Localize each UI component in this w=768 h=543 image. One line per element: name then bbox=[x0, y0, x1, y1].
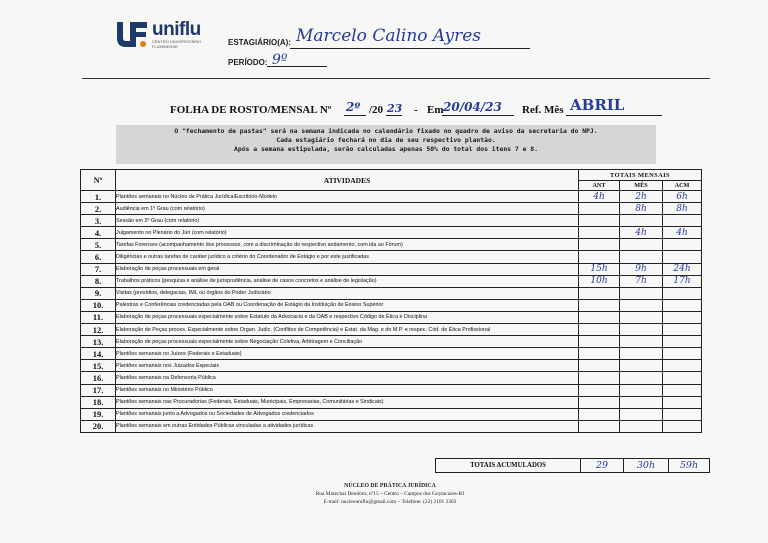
totals-ant: 29 bbox=[581, 459, 624, 473]
row-acm: 24h bbox=[663, 263, 702, 275]
row-ant bbox=[579, 203, 620, 215]
row-number: 6. bbox=[81, 251, 116, 263]
totals-acm: 59h bbox=[669, 459, 710, 473]
row-ant bbox=[579, 251, 620, 263]
totals-label: TOTAIS ACUMULADOS bbox=[436, 459, 581, 473]
table-row bbox=[81, 348, 702, 360]
notice-line: Após a semana estipulada, serão calculadas apenas 50% do total dos itens 7 e 8. bbox=[234, 145, 538, 153]
title-dash: - bbox=[414, 104, 418, 116]
row-number: 5. bbox=[81, 239, 116, 251]
title-year-underline bbox=[386, 115, 402, 116]
title-year-prefix: /20 bbox=[369, 104, 384, 116]
table-row bbox=[81, 215, 702, 227]
table-row bbox=[81, 408, 702, 420]
row-activity: Plantões semanais nas Procuradorias (Federais, Estaduais, Municipais, Empresarias, Comunitárias e Sindicais) bbox=[116, 396, 579, 408]
row-mes: 4h bbox=[620, 227, 663, 239]
table-row bbox=[81, 324, 702, 336]
row-number: 17. bbox=[81, 384, 116, 396]
table-row bbox=[81, 420, 702, 432]
row-acm bbox=[663, 287, 702, 299]
row-ant bbox=[579, 360, 620, 372]
row-activity: Elaboração de peças processuais especialmente sobre Estatuto da Advocacia e da OAB e respectivo Código de Ética e Disciplina bbox=[116, 311, 579, 323]
row-acm: 6h bbox=[663, 191, 702, 203]
row-acm bbox=[663, 408, 702, 420]
row-mes bbox=[620, 348, 663, 360]
title-month-underline bbox=[566, 115, 662, 116]
row-acm bbox=[663, 324, 702, 336]
title-date: 20/04/23 bbox=[443, 100, 502, 114]
row-activity: Plantões semanais na Defensoria Pública bbox=[116, 372, 579, 384]
table-row bbox=[81, 287, 702, 299]
row-number: 7. bbox=[81, 263, 116, 275]
table-row bbox=[81, 263, 702, 275]
notice-line: O "fechamento de pastas" será na semana indicada no calendário fixado no quadro de aviso da secretaria do NPJ. bbox=[174, 127, 598, 135]
row-activity: Plantões semanais nos Juizados Especiais bbox=[116, 360, 579, 372]
title-number-underline bbox=[344, 115, 366, 116]
uniflu-logo-icon bbox=[114, 20, 148, 50]
row-ant bbox=[579, 396, 620, 408]
row-acm bbox=[663, 348, 702, 360]
col-number-header: Nº bbox=[81, 170, 116, 191]
row-acm bbox=[663, 215, 702, 227]
col-mes-header: MÊS bbox=[620, 181, 663, 191]
row-mes: 2h bbox=[620, 191, 663, 203]
title-number: 2º bbox=[346, 100, 361, 114]
table-row bbox=[81, 251, 702, 263]
row-activity: Julgamento no Plenário do Júri (com relatório) bbox=[116, 227, 579, 239]
row-mes bbox=[620, 215, 663, 227]
row-mes bbox=[620, 251, 663, 263]
col-totals-header: TOTAIS MENSAIS bbox=[579, 170, 702, 181]
row-activity: Visitas (presídios, delegacias, IML ou órgãos do Poder Judiciário bbox=[116, 287, 579, 299]
col-ant-header: ANT bbox=[579, 181, 620, 191]
row-number: 12. bbox=[81, 324, 116, 336]
row-number: 18. bbox=[81, 396, 116, 408]
row-acm: 4h bbox=[663, 227, 702, 239]
row-activity: Trabalhos práticos (pesquisa e análise de jurisprudência, análise de casos concretos e análise de legislação) bbox=[116, 275, 579, 287]
row-activity: Audiência em 1º Grau (com relatório) bbox=[116, 203, 579, 215]
footer-heading: NÚCLEO DE PRÁTICA JURÍDICA bbox=[344, 483, 436, 489]
title-em-label: Em bbox=[427, 104, 444, 116]
row-number: 1. bbox=[81, 191, 116, 203]
footer bbox=[290, 482, 490, 506]
notice-box bbox=[116, 125, 656, 164]
row-acm bbox=[663, 396, 702, 408]
estagiario-label: ESTAGIÁRIO(A): bbox=[228, 38, 291, 47]
row-acm bbox=[663, 251, 702, 263]
activities-table bbox=[80, 169, 702, 433]
row-number: 2. bbox=[81, 203, 116, 215]
row-activity: Plantões semanais no Juizes (Federais e Estaduais) bbox=[116, 348, 579, 360]
row-mes bbox=[620, 287, 663, 299]
title-ref-label: Ref. Mês bbox=[522, 104, 564, 116]
row-activity: Palestras e Conferências credenciadas pela OAB ou Coordenação de Estágio da Instituição de Ensino Superior bbox=[116, 299, 579, 311]
row-ant bbox=[579, 227, 620, 239]
row-ant bbox=[579, 324, 620, 336]
row-ant bbox=[579, 408, 620, 420]
row-ant bbox=[579, 239, 620, 251]
row-ant: 4h bbox=[579, 191, 620, 203]
row-mes: 7h bbox=[620, 275, 663, 287]
row-acm: 17h bbox=[663, 275, 702, 287]
table-row bbox=[81, 227, 702, 239]
row-mes: 9h bbox=[620, 263, 663, 275]
row-ant: 10h bbox=[579, 275, 620, 287]
table-row bbox=[81, 191, 702, 203]
row-number: 15. bbox=[81, 360, 116, 372]
periodo-value: 9º bbox=[272, 52, 288, 68]
table-row bbox=[81, 360, 702, 372]
table-row bbox=[81, 299, 702, 311]
notice-line: Cada estagiário fechará no dia de seu respectivo plantão. bbox=[276, 136, 496, 144]
title-date-underline bbox=[442, 115, 514, 116]
row-acm bbox=[663, 420, 702, 432]
row-ant bbox=[579, 420, 620, 432]
logo-subtitle: CENTRO UNIVERSITÁRIO FLUMINENSE bbox=[152, 39, 202, 49]
row-ant bbox=[579, 348, 620, 360]
row-mes bbox=[620, 324, 663, 336]
row-ant bbox=[579, 384, 620, 396]
row-activity: Elaboração de peças processuais em geral bbox=[116, 263, 579, 275]
row-number: 13. bbox=[81, 336, 116, 348]
row-ant bbox=[579, 215, 620, 227]
row-activity: Diligências e outras tarefas de caráter jurídico a critério do Coordenador de Estágio e por este justificadas bbox=[116, 251, 579, 263]
row-number: 14. bbox=[81, 348, 116, 360]
table-row bbox=[81, 336, 702, 348]
row-acm bbox=[663, 336, 702, 348]
row-activity: Plantões semanais junto a Advogados ou Sociedades de Advogados credenciados bbox=[116, 408, 579, 420]
row-mes bbox=[620, 372, 663, 384]
row-mes bbox=[620, 420, 663, 432]
col-activity-header: ATIVIDADES bbox=[116, 170, 579, 191]
row-ant bbox=[579, 311, 620, 323]
row-activity: Elaboração de peças processuais especialmente sobre Negociação Coletiva, Arbitragem e Conciliação bbox=[116, 336, 579, 348]
row-number: 8. bbox=[81, 275, 116, 287]
title-month: ABRIL bbox=[570, 96, 625, 114]
row-mes: 8h bbox=[620, 203, 663, 215]
row-number: 3. bbox=[81, 215, 116, 227]
row-mes bbox=[620, 360, 663, 372]
row-ant: 15h bbox=[579, 263, 620, 275]
row-mes bbox=[620, 299, 663, 311]
row-acm bbox=[663, 372, 702, 384]
row-acm bbox=[663, 384, 702, 396]
row-number: 9. bbox=[81, 287, 116, 299]
row-number: 20. bbox=[81, 420, 116, 432]
periodo-label: PERÍODO: bbox=[228, 58, 268, 67]
row-ant bbox=[579, 287, 620, 299]
table-row bbox=[81, 311, 702, 323]
col-acm-header: ACM bbox=[663, 181, 702, 191]
row-mes bbox=[620, 384, 663, 396]
totals-table bbox=[435, 458, 710, 473]
row-number: 11. bbox=[81, 311, 116, 323]
row-acm bbox=[663, 299, 702, 311]
row-acm bbox=[663, 360, 702, 372]
uniflu-logo bbox=[114, 20, 212, 50]
table-row bbox=[81, 275, 702, 287]
row-ant bbox=[579, 299, 620, 311]
row-number: 19. bbox=[81, 408, 116, 420]
totals-mes: 30h bbox=[624, 459, 669, 473]
row-mes bbox=[620, 408, 663, 420]
row-acm bbox=[663, 239, 702, 251]
row-number: 16. bbox=[81, 372, 116, 384]
row-activity: Plantões semanais no Ministério Público bbox=[116, 384, 579, 396]
row-mes bbox=[620, 239, 663, 251]
footer-address: Rua Marechal Deodoro, nº15 – Centro – Campos dos Goytacazes-RJ bbox=[315, 491, 465, 497]
title-main: FOLHA DE ROSTO/MENSAL Nº bbox=[170, 104, 332, 116]
row-activity: Tarefas Forenses (acompanhamento dos processos, com a discriminação do respectivo andamento, com ida ao Fórum) bbox=[116, 239, 579, 251]
row-activity: Plantões semanais em outras Entidades Públicas vinculadas a atividades jurídicas bbox=[116, 420, 579, 432]
header-divider bbox=[82, 78, 710, 79]
row-number: 10. bbox=[81, 299, 116, 311]
table-row bbox=[81, 396, 702, 408]
table-row bbox=[81, 372, 702, 384]
row-number: 4. bbox=[81, 227, 116, 239]
row-mes bbox=[620, 396, 663, 408]
estagiario-underline bbox=[290, 48, 530, 49]
row-ant bbox=[579, 372, 620, 384]
row-mes bbox=[620, 311, 663, 323]
table-row bbox=[81, 239, 702, 251]
row-mes bbox=[620, 336, 663, 348]
logo-name: uniflu bbox=[152, 19, 201, 40]
footer-contact: E-mail: nucleouniflu@gmail.com – Telefone: (22) 2101 3363 bbox=[323, 499, 457, 505]
row-acm bbox=[663, 311, 702, 323]
table-row bbox=[81, 384, 702, 396]
row-activity: Sessão em 2º Grau (com relatório) bbox=[116, 215, 579, 227]
title-year: 23 bbox=[387, 102, 403, 115]
row-activity: Plantões semanais no Núcleo de Prática Jurídica/Escritório-Modelo bbox=[116, 191, 579, 203]
estagiario-value: Marcelo Calino Ayres bbox=[296, 26, 482, 46]
row-acm: 8h bbox=[663, 203, 702, 215]
row-activity: Elaboração de Peças proces. Especialmente sobre Organ. Judic. (Conflitos de Competência) e Estat. da Mag. e do M.P. e respec. Cód. de Ética Profissional bbox=[116, 324, 579, 336]
row-ant bbox=[579, 336, 620, 348]
table-row bbox=[81, 203, 702, 215]
